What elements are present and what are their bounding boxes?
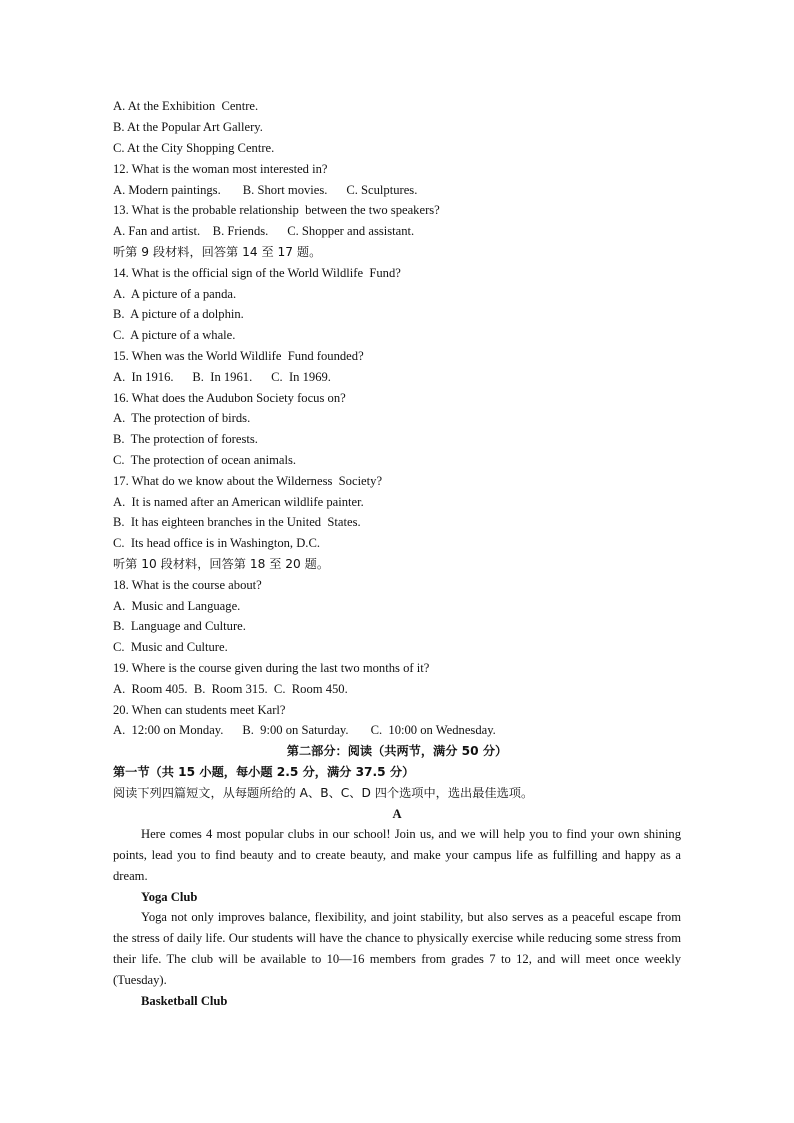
yoga-club-text: Yoga not only improves balance, flexibility, and joint stability, but also serves as a peaceful escape from the stress of daily life. Our students will have the chance to physically exercise while reducing some stress from their life. The club will be available to 10—16 members from grades 7 to 12, and will meet once weekly (Tuesday). [113, 910, 681, 987]
q17-option-a: A. It is named after an American wildlife painter. [113, 495, 364, 509]
reading-instruction: 阅读下列四篇短文，从每题所给的 A、B、C、D 四个选项中，选出最佳选项。 [113, 786, 534, 800]
reading-part-title: 第二部分：阅读（共两节，满分 50 分） [286, 744, 508, 758]
q18-option-a: A. Music and Language. [113, 599, 241, 613]
q12-options: A. Modern paintings. B. Short movies. C. Sculptures. [113, 183, 418, 197]
q11-option-b: B. At the Popular Art Gallery. [113, 120, 263, 134]
q15-options: A. In 1916. B. In 1961. C. In 1969. [113, 370, 331, 384]
q13-question: 13. What is the probable relationship between the two speakers? [113, 203, 440, 217]
q20-options: A. 12:00 on Monday. B. 9:00 on Saturday. C. 10:00 on Wednesday. [113, 723, 496, 737]
reading-section-title: 第一节（共 15 小题，每小题 2.5 分，满分 37.5 分） [113, 765, 415, 779]
q12-question: 12. What is the woman most interested in? [113, 162, 328, 176]
q16-question: 16. What does the Audubon Society focus on? [113, 391, 346, 405]
q19-options: A. Room 405. B. Room 315. C. Room 450. [113, 682, 348, 696]
passage-label: A [392, 807, 402, 821]
yoga-club-heading: Yoga Club [141, 890, 198, 904]
q17-question: 17. What do we know about the Wilderness Society? [113, 474, 383, 488]
q18-option-c: C. Music and Culture. [113, 640, 228, 654]
q14-option-b: B. A picture of a dolphin. [113, 307, 244, 321]
q20-question: 20. When can students meet Karl? [113, 703, 286, 717]
q14-option-a: A. A picture of a panda. [113, 287, 237, 301]
section-10-instruction: 听第 10 段材料，回答第 18 至 20 题。 [113, 557, 330, 571]
q16-option-c: C. The protection of ocean animals. [113, 453, 297, 467]
section-9-instruction: 听第 9 段材料，回答第 14 至 17 题。 [113, 245, 322, 259]
q15-question: 15. When was the World Wildlife Fund founded? [113, 349, 364, 363]
q19-question: 19. Where is the course given during the last two months of it? [113, 661, 430, 675]
q13-options: A. Fan and artist. B. Friends. C. Shopper and assistant. [113, 224, 415, 238]
q11-option-a: A. At the Exhibition Centre. [113, 99, 259, 113]
q17-option-c: C. Its head office is in Washington, D.C. [113, 536, 320, 550]
passage-intro: Here comes 4 most popular clubs in our school! Join us, and we will help you to find your own shining points, lead you to find beauty and to create beauty, and make your campus life as fulfilling and happy as a dream. [113, 827, 681, 883]
basketball-club-heading: Basketball Club [141, 994, 228, 1008]
q14-question: 14. What is the official sign of the World Wildlife Fund? [113, 266, 401, 280]
q18-question: 18. What is the course about? [113, 578, 262, 592]
q16-option-b: B. The protection of forests. [113, 432, 258, 446]
q11-option-c: C. At the City Shopping Centre. [113, 141, 275, 155]
q16-option-a: A. The protection of birds. [113, 411, 251, 425]
q14-option-c: C. A picture of a whale. [113, 328, 236, 342]
q18-option-b: B. Language and Culture. [113, 619, 246, 633]
q17-option-b: B. It has eighteen branches in the United States. [113, 515, 361, 529]
